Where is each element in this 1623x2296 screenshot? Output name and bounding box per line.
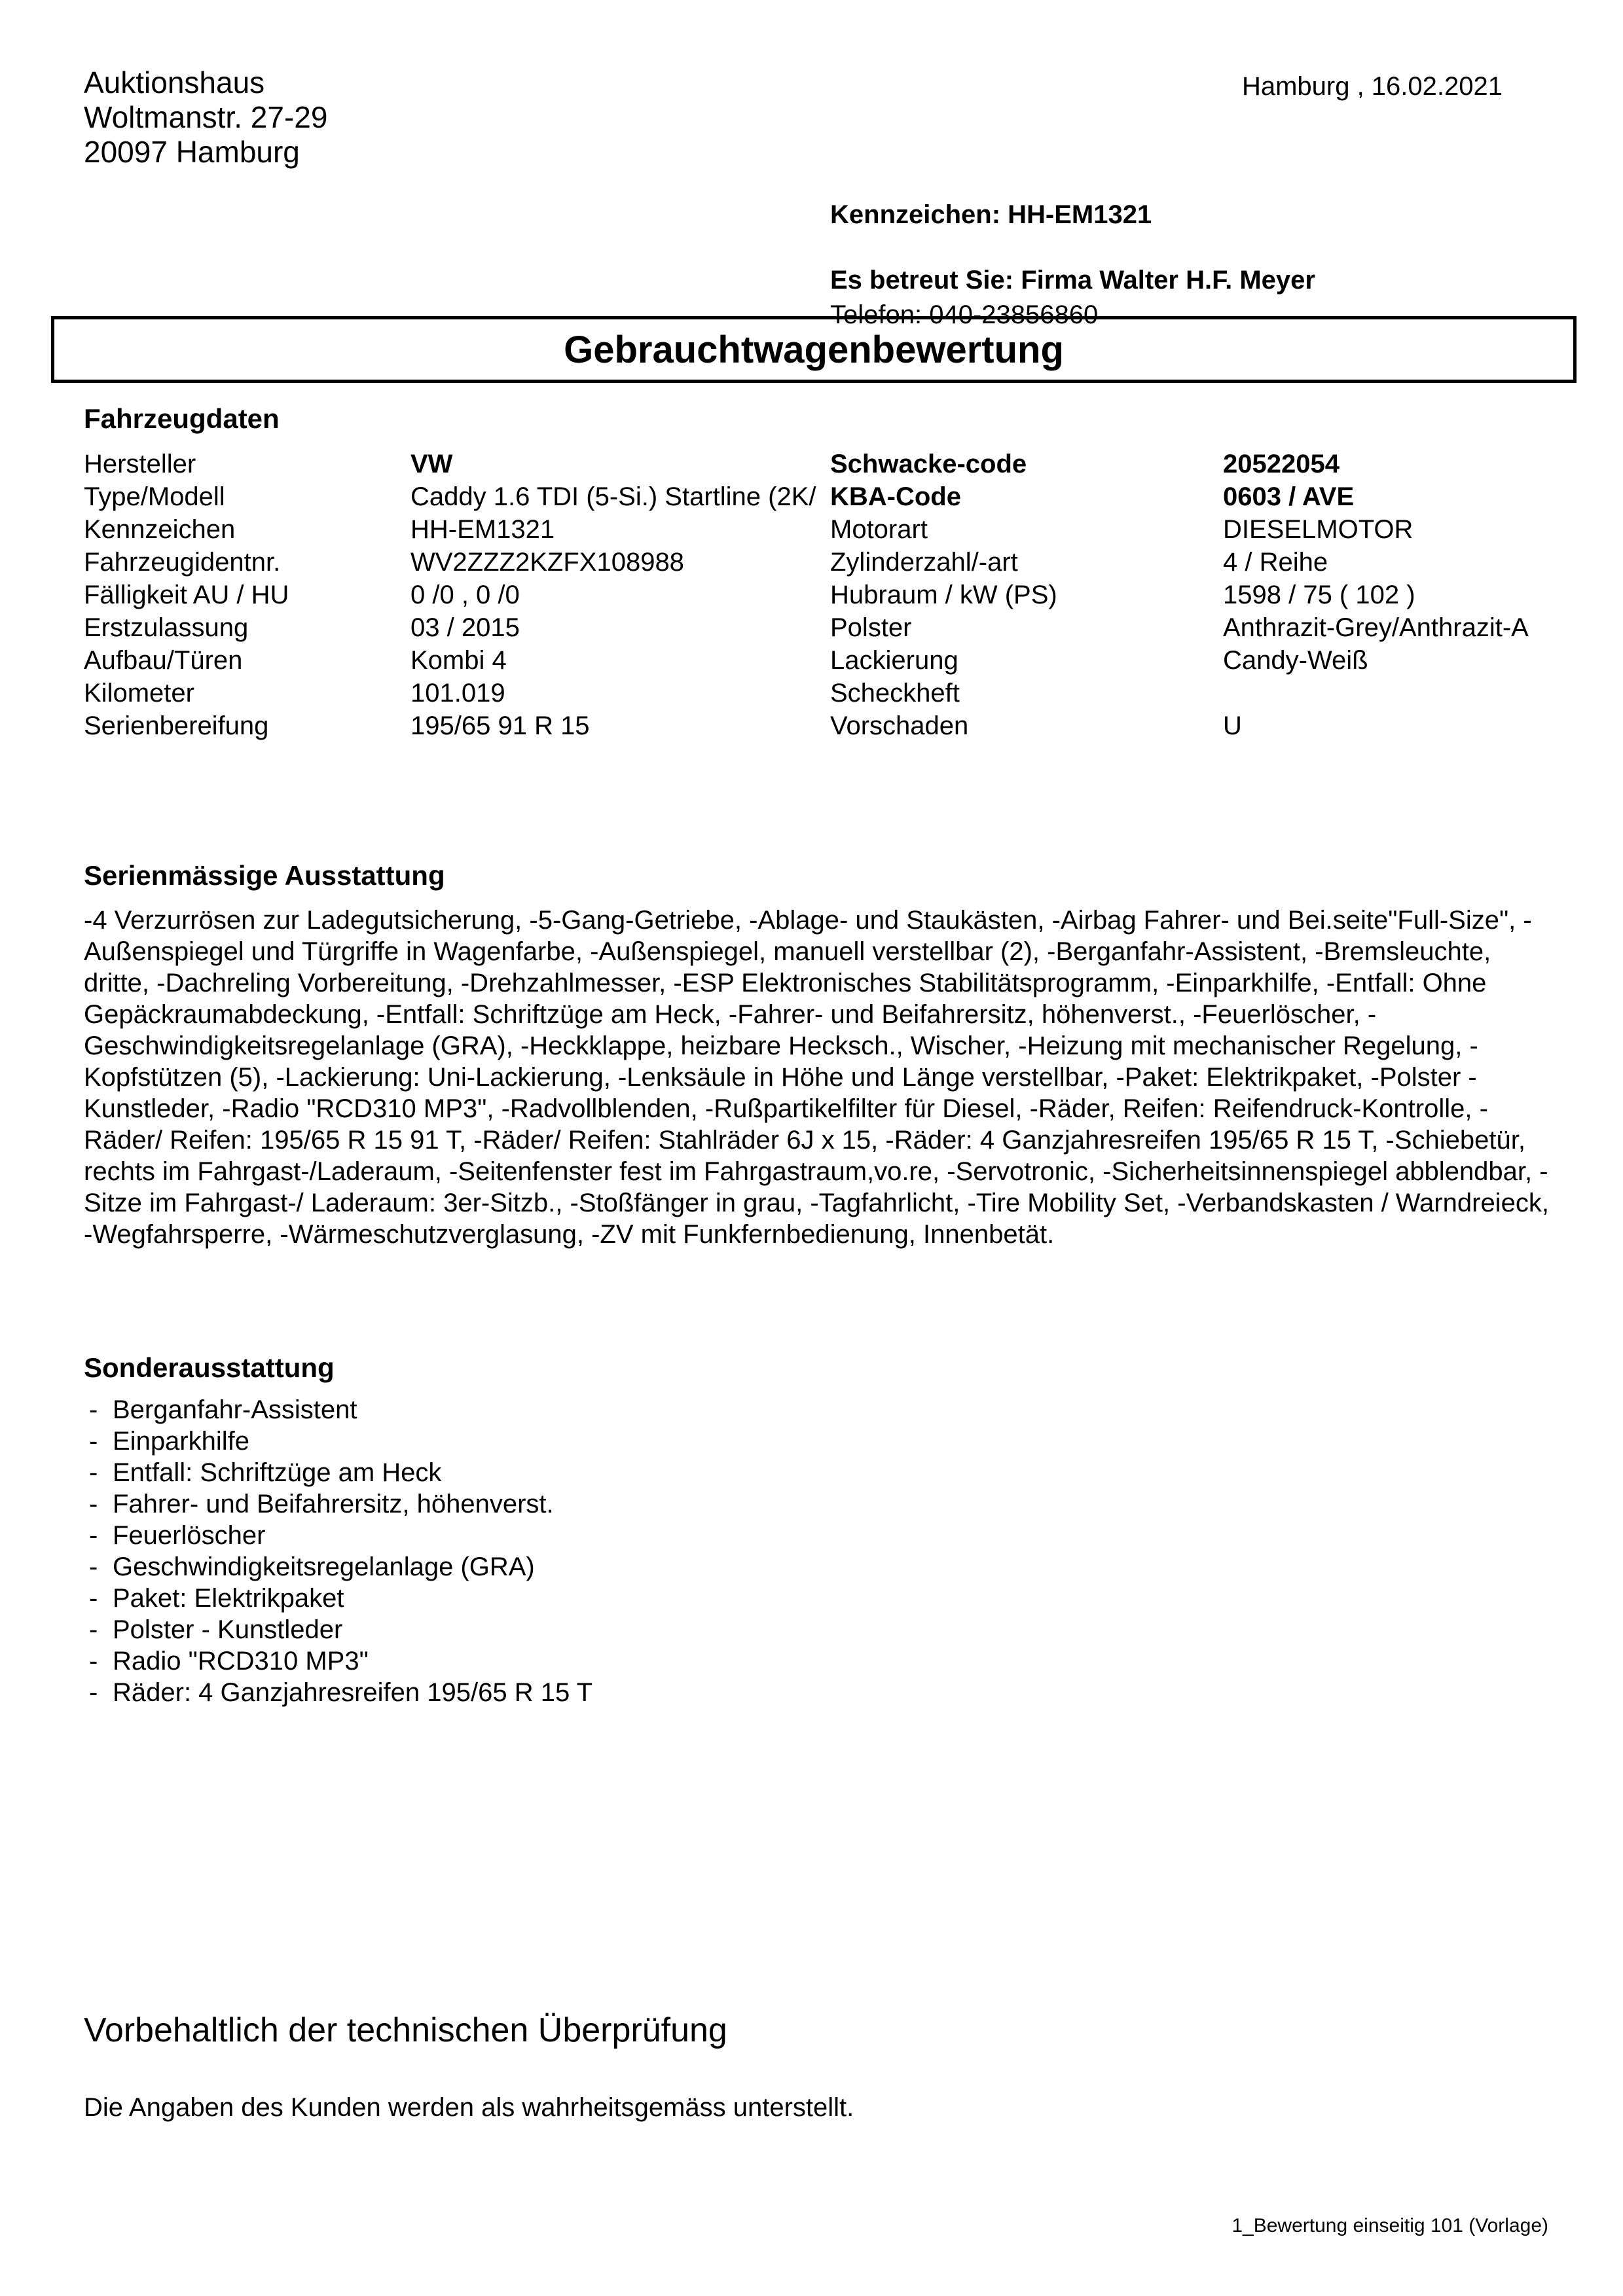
table-row bbox=[830, 579, 1616, 611]
bullet-dash: - bbox=[89, 1615, 98, 1644]
list-item bbox=[89, 1645, 593, 1677]
row-label: Motorart bbox=[830, 515, 928, 544]
row-value: Candy-Weiß bbox=[1223, 646, 1368, 675]
list-item-text: Radio "RCD310 MP3" bbox=[113, 1647, 369, 1676]
serien-ausstattung-text: -4 Verzurrösen zur Ladegutsicherung, -5-Gang-Getriebe, -Ablage- und Staukästen, -Airbag Fahrer- und Bei.seite"Full-Size", -Außenspiegel und Türgriffe in Wagenfarbe, -Außenspiegel, manuell verstellbar (2), -Berganfahr-Assistent, -Bremsleuchte, dritte, -Dachreling Vorbereitung, -Drehzahlmesser, -ESP Elektronisches Stabilitätsprogramm, -Einparkhilfe, -Entfall: Ohne Gepäckraumabdeckung, -Entfall: Schriftzüge am Heck, -Fahrer- und Beifahrersitz, höhenverst., -Feuerlöscher, -Geschwindigkeitsregelanlage (GRA), -Heckklappe, heizbare Hecksch., Wischer, -Heizung mit mechanischer Regelung, -Kopfstützen (5), -Lackierung: Uni-Lackierung, -Lenksäule in Höhe und Länge verstellbar, -Paket: Elektrikpaket, -Polster - Kunstleder, -Radio "RCD310 MP3", -Radvollblenden, -Rußpartikelfilter für Diesel, -Räder, Reifen: Reifendruck-Kontrolle, -Räder/ Reifen: 195/65 R 15 91 T, -Räder/ Reifen: Stahlräder 6J x 15, -Räder: 4 Ganzjahresreifen 195/65 R 15 T, -Schiebetür, rechts im Fahrgast-/Laderaum, -Seitenfenster fest im Fahrgastraum,vo.re, -Servotronic, -Sicherheitsinnenspiegel abblendbar, -Sitze im Fahrgast-/ Laderaum: 3er-Sitzb., -Stoßfänger in grau, -Tagfahrlicht, -Tire Mobility Set, -Verbandskasten / Warndreieck, -Wegfahrsperre, -Wärmeschutzverglasung, -ZV mit Funkfernbedienung, Innenbetät. bbox=[84, 906, 1549, 1249]
table-row bbox=[830, 513, 1616, 546]
bullet-dash: - bbox=[89, 1395, 98, 1424]
row-label: Serienbereifung bbox=[84, 711, 269, 740]
row-label: Fälligkeit AU / HU bbox=[84, 581, 289, 609]
row-label: Type/Modell bbox=[84, 482, 225, 511]
fahrzeugdaten-right-column bbox=[830, 448, 1616, 742]
table-row bbox=[84, 513, 830, 546]
list-item bbox=[89, 1583, 593, 1614]
bullet-dash: - bbox=[89, 1552, 98, 1581]
table-row bbox=[830, 448, 1616, 480]
list-item-text: Räder: 4 Ganzjahresreifen 195/65 R 15 T bbox=[113, 1678, 593, 1707]
row-label: KBA-Code bbox=[830, 482, 961, 511]
table-row bbox=[830, 480, 1616, 513]
heading-sonderausstattung: Sonderausstattung bbox=[84, 1352, 335, 1383]
row-label: Kennzeichen bbox=[84, 515, 236, 544]
table-row bbox=[830, 677, 1616, 709]
bullet-dash: - bbox=[89, 1427, 98, 1456]
list-item-text: Einparkhilfe bbox=[113, 1427, 250, 1456]
kennzeichen-line: Kennzeichen: HH-EM1321 bbox=[830, 200, 1152, 229]
heading-serienmaessige-ausstattung: Serienmässige Ausstattung bbox=[84, 860, 445, 891]
row-label: Scheckheft bbox=[830, 679, 960, 708]
table-row bbox=[84, 611, 830, 644]
row-value: 0 /0 , 0 /0 bbox=[410, 581, 520, 609]
row-value: Anthrazit-Grey/Anthrazit-A bbox=[1223, 613, 1529, 642]
sender-address-block bbox=[84, 65, 327, 170]
table-row bbox=[84, 480, 830, 513]
sonderausstattung-list bbox=[89, 1394, 593, 1708]
bullet-dash: - bbox=[89, 1584, 98, 1613]
list-item bbox=[89, 1677, 593, 1708]
list-item-text: Polster - Kunstleder bbox=[113, 1615, 343, 1644]
row-label: Zylinderzahl/-art bbox=[830, 548, 1018, 577]
row-label: Vorschaden bbox=[830, 711, 969, 740]
row-value: WV2ZZZ2KZFX108988 bbox=[410, 548, 684, 577]
table-row bbox=[84, 709, 830, 742]
vorbehalt-line: Vorbehaltlich der technischen Überprüfung bbox=[84, 2011, 727, 2049]
table-row bbox=[84, 546, 830, 579]
row-label: Lackierung bbox=[830, 646, 958, 675]
row-value: 1598 / 75 ( 102 ) bbox=[1223, 581, 1415, 609]
list-item bbox=[89, 1457, 593, 1488]
betreut-line: Es betreut Sie: Firma Walter H.F. Meyer bbox=[830, 266, 1315, 295]
table-row bbox=[84, 677, 830, 709]
bullet-dash: - bbox=[89, 1521, 98, 1550]
row-label: Hubraum / kW (PS) bbox=[830, 581, 1057, 609]
page-title: Gebrauchtwagenbewertung bbox=[564, 328, 1064, 371]
list-item bbox=[89, 1488, 593, 1520]
bullet-dash: - bbox=[89, 1490, 98, 1518]
table-row bbox=[830, 546, 1616, 579]
row-value: 20522054 bbox=[1223, 450, 1340, 478]
place-date-line: Hamburg , 16.02.2021 bbox=[1241, 72, 1503, 101]
template-footer-label: 1_Bewertung einseitig 101 (Vorlage) bbox=[1231, 2215, 1548, 2236]
row-value: 4 / Reihe bbox=[1223, 548, 1328, 577]
row-value: 0603 / AVE bbox=[1223, 482, 1355, 511]
row-value: DIESELMOTOR bbox=[1223, 515, 1413, 544]
row-value: HH-EM1321 bbox=[410, 515, 555, 544]
table-row bbox=[830, 709, 1616, 742]
row-value: U bbox=[1223, 711, 1242, 740]
sender-name: Auktionshaus bbox=[84, 65, 265, 99]
row-value: 101.019 bbox=[410, 679, 505, 708]
table-row bbox=[830, 644, 1616, 677]
list-item-text: Geschwindigkeitsregelanlage (GRA) bbox=[113, 1552, 535, 1581]
row-label: Hersteller bbox=[84, 450, 196, 478]
row-value: 03 / 2015 bbox=[410, 613, 520, 642]
row-value: 195/65 91 R 15 bbox=[410, 711, 590, 740]
sender-city: 20097 Hamburg bbox=[84, 135, 300, 169]
list-item-text: Paket: Elektrikpaket bbox=[113, 1584, 344, 1613]
row-label: Schwacke-code bbox=[830, 450, 1027, 478]
telefon-line: Telefon: 040-23856860 bbox=[830, 300, 1099, 329]
bullet-dash: - bbox=[89, 1647, 98, 1676]
row-label: Erstzulassung bbox=[84, 613, 249, 642]
fahrzeugdaten-left-column bbox=[84, 448, 830, 742]
row-label: Fahrzeugidentnr. bbox=[84, 548, 281, 577]
row-label: Polster bbox=[830, 613, 912, 642]
title-box bbox=[51, 316, 1577, 383]
row-value: Kombi 4 bbox=[410, 646, 507, 675]
row-label: Aufbau/Türen bbox=[84, 646, 243, 675]
angaben-line: Die Angaben des Kunden werden als wahrheitsgemäss unterstellt. bbox=[84, 2093, 854, 2122]
bullet-dash: - bbox=[89, 1678, 98, 1707]
row-label: Kilometer bbox=[84, 679, 194, 708]
row-value: VW bbox=[410, 450, 453, 478]
list-item-text: Fahrer- und Beifahrersitz, höhenverst. bbox=[113, 1490, 554, 1518]
table-row bbox=[830, 611, 1616, 644]
bullet-dash: - bbox=[89, 1458, 98, 1487]
row-value: Caddy 1.6 TDI (5-Si.) Startline (2K/ bbox=[410, 482, 816, 511]
list-item bbox=[89, 1426, 593, 1457]
sender-street: Woltmanstr. 27-29 bbox=[84, 100, 328, 134]
heading-fahrzeugdaten: Fahrzeugdaten bbox=[84, 403, 280, 434]
table-row bbox=[84, 448, 830, 480]
list-item bbox=[89, 1520, 593, 1551]
list-item bbox=[89, 1551, 593, 1583]
list-item bbox=[89, 1614, 593, 1645]
table-row bbox=[84, 644, 830, 677]
list-item-text: Entfall: Schriftzüge am Heck bbox=[113, 1458, 442, 1487]
list-item-text: Feuerlöscher bbox=[113, 1521, 266, 1550]
list-item bbox=[89, 1394, 593, 1426]
table-row bbox=[84, 579, 830, 611]
list-item-text: Berganfahr-Assistent bbox=[113, 1395, 357, 1424]
